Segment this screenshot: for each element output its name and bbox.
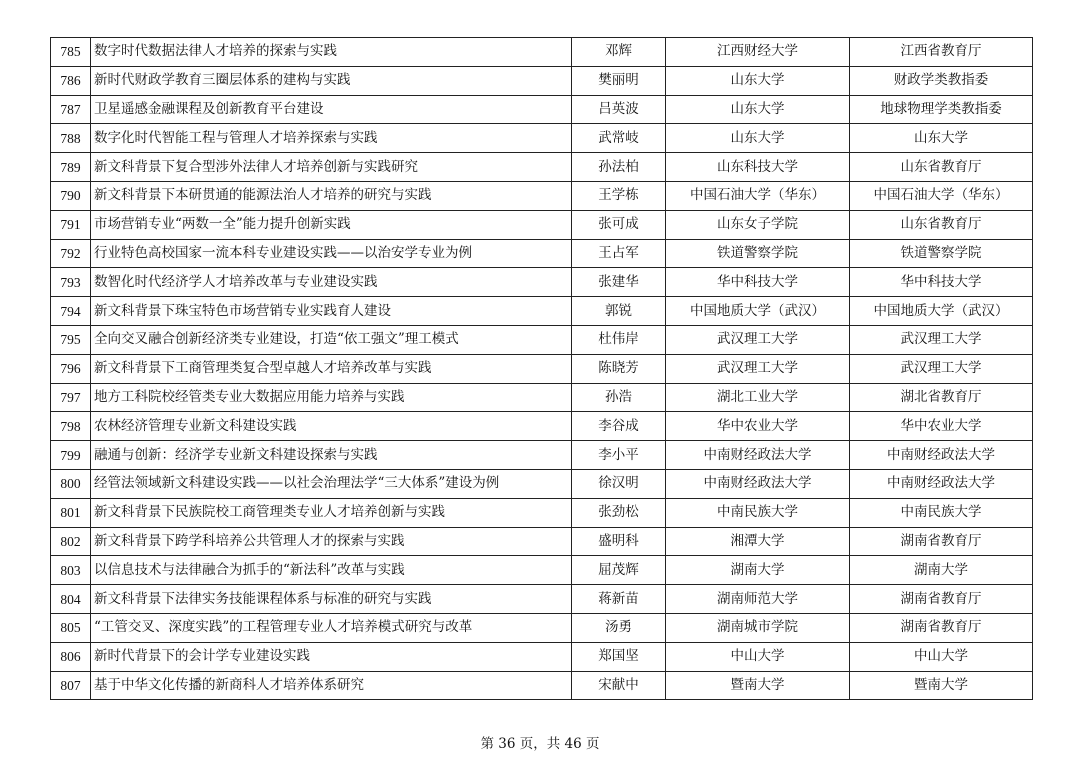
table-row (51, 153, 1033, 182)
table-row (51, 671, 1033, 700)
cell-project-leader: 张劲松 (572, 498, 666, 527)
cell-project-leader: 李小平 (572, 441, 666, 470)
cell-project-leader: 李谷成 (572, 412, 666, 441)
cell-recommending-unit: 湖南省教育厅 (850, 613, 1033, 642)
cell-project-title: 数字化时代智能工程与管理人才培养探索与实践 (91, 124, 572, 153)
cell-project-number: 789 (51, 153, 91, 182)
table-row (51, 325, 1033, 354)
cell-project-number: 795 (51, 325, 91, 354)
cell-project-title: 农林经济管理专业新文科建设实践 (91, 412, 572, 441)
cell-institution: 江西财经大学 (666, 38, 850, 67)
project-table-container (50, 37, 1032, 700)
cell-recommending-unit: 中国石油大学（华东） (850, 181, 1033, 210)
cell-project-number: 805 (51, 613, 91, 642)
cell-project-number: 797 (51, 383, 91, 412)
cell-project-number: 802 (51, 527, 91, 556)
cell-project-leader: 武常岐 (572, 124, 666, 153)
cell-project-title: 地方工科院校经管类专业大数据应用能力培养与实践 (91, 383, 572, 412)
cell-project-title: 基于中华文化传播的新商科人才培养体系研究 (91, 671, 572, 700)
cell-institution: 中南民族大学 (666, 498, 850, 527)
cell-project-leader: 张可成 (572, 210, 666, 239)
cell-recommending-unit: 中南民族大学 (850, 498, 1033, 527)
cell-institution: 暨南大学 (666, 671, 850, 700)
cell-institution: 中山大学 (666, 642, 850, 671)
cell-project-title: 以信息技术与法律融合为抓手的“新法科”改革与实践 (91, 556, 572, 585)
cell-project-leader: 徐汉明 (572, 469, 666, 498)
cell-project-leader: 王学栋 (572, 181, 666, 210)
cell-project-number: 801 (51, 498, 91, 527)
table-row (51, 181, 1033, 210)
cell-recommending-unit: 山东省教育厅 (850, 153, 1033, 182)
table-row (51, 585, 1033, 614)
cell-project-leader: 宋献中 (572, 671, 666, 700)
cell-project-leader: 樊丽明 (572, 66, 666, 95)
cell-project-number: 800 (51, 469, 91, 498)
cell-project-number: 806 (51, 642, 91, 671)
cell-project-number: 785 (51, 38, 91, 67)
table-row (51, 642, 1033, 671)
table-row (51, 613, 1033, 642)
cell-institution: 武汉理工大学 (666, 354, 850, 383)
cell-recommending-unit: 武汉理工大学 (850, 354, 1033, 383)
project-table (50, 37, 1033, 700)
cell-institution: 山东大学 (666, 66, 850, 95)
cell-institution: 中南财经政法大学 (666, 469, 850, 498)
cell-recommending-unit: 中国地质大学（武汉） (850, 297, 1033, 326)
table-row (51, 297, 1033, 326)
table-row (51, 527, 1033, 556)
cell-project-leader: 盛明科 (572, 527, 666, 556)
project-table-body (51, 38, 1033, 700)
table-row (51, 38, 1033, 67)
cell-project-number: 803 (51, 556, 91, 585)
table-row (51, 498, 1033, 527)
cell-project-title: 新文科背景下跨学科培养公共管理人才的探索与实践 (91, 527, 572, 556)
cell-institution: 山东大学 (666, 124, 850, 153)
cell-recommending-unit: 山东大学 (850, 124, 1033, 153)
cell-project-leader: 蒋新苗 (572, 585, 666, 614)
cell-project-title: 新时代背景下的会计学专业建设实践 (91, 642, 572, 671)
cell-recommending-unit: 暨南大学 (850, 671, 1033, 700)
cell-project-number: 807 (51, 671, 91, 700)
table-row (51, 268, 1033, 297)
table-row (51, 66, 1033, 95)
table-row (51, 441, 1033, 470)
cell-recommending-unit: 财政学类教指委 (850, 66, 1033, 95)
page-number: 第 36 页，共 46 页 (480, 736, 600, 752)
cell-project-number: 792 (51, 239, 91, 268)
cell-project-title: 全向交叉融合创新经济类专业建设，打造“依工强文”理工模式 (91, 325, 572, 354)
cell-project-title: 新文科背景下民族院校工商管理类专业人才培养创新与实践 (91, 498, 572, 527)
cell-project-leader: 张建华 (572, 268, 666, 297)
cell-recommending-unit: 山东省教育厅 (850, 210, 1033, 239)
table-row (51, 383, 1033, 412)
table-row (51, 239, 1033, 268)
cell-project-title: “工管交叉、深度实践”的工程管理专业人才培养模式研究与改革 (91, 613, 572, 642)
cell-project-leader: 郑国坚 (572, 642, 666, 671)
cell-recommending-unit: 湖南省教育厅 (850, 585, 1033, 614)
cell-project-number: 786 (51, 66, 91, 95)
table-row (51, 469, 1033, 498)
cell-institution: 湖南大学 (666, 556, 850, 585)
cell-project-number: 790 (51, 181, 91, 210)
cell-project-leader: 吕英波 (572, 95, 666, 124)
cell-project-leader: 陈晓芳 (572, 354, 666, 383)
cell-project-leader: 孙法柏 (572, 153, 666, 182)
cell-project-title: 融通与创新：经济学专业新文科建设探索与实践 (91, 441, 572, 470)
cell-recommending-unit: 湖南大学 (850, 556, 1033, 585)
cell-project-title: 新文科背景下法律实务技能课程体系与标准的研究与实践 (91, 585, 572, 614)
cell-project-number: 788 (51, 124, 91, 153)
cell-recommending-unit: 华中农业大学 (850, 412, 1033, 441)
cell-recommending-unit: 湖南省教育厅 (850, 527, 1033, 556)
cell-project-leader: 孙浩 (572, 383, 666, 412)
cell-project-number: 794 (51, 297, 91, 326)
cell-project-number: 796 (51, 354, 91, 383)
cell-recommending-unit: 中山大学 (850, 642, 1033, 671)
cell-recommending-unit: 武汉理工大学 (850, 325, 1033, 354)
cell-project-leader: 汤勇 (572, 613, 666, 642)
cell-institution: 华中科技大学 (666, 268, 850, 297)
table-row (51, 354, 1033, 383)
cell-project-leader: 王占军 (572, 239, 666, 268)
cell-recommending-unit: 江西省教育厅 (850, 38, 1033, 67)
cell-project-leader: 郭锐 (572, 297, 666, 326)
cell-institution: 华中农业大学 (666, 412, 850, 441)
cell-institution: 山东女子学院 (666, 210, 850, 239)
cell-project-leader: 邓辉 (572, 38, 666, 67)
cell-institution: 湘潭大学 (666, 527, 850, 556)
cell-institution: 中国地质大学（武汉） (666, 297, 850, 326)
cell-project-title: 新文科背景下珠宝特色市场营销专业实践育人建设 (91, 297, 572, 326)
cell-project-number: 799 (51, 441, 91, 470)
cell-project-number: 798 (51, 412, 91, 441)
cell-project-title: 行业特色高校国家一流本科专业建设实践——以治安学专业为例 (91, 239, 572, 268)
cell-project-number: 804 (51, 585, 91, 614)
cell-institution: 武汉理工大学 (666, 325, 850, 354)
cell-project-number: 787 (51, 95, 91, 124)
cell-institution: 铁道警察学院 (666, 239, 850, 268)
cell-institution: 湖南师范大学 (666, 585, 850, 614)
cell-institution: 山东大学 (666, 95, 850, 124)
cell-project-leader: 屈茂辉 (572, 556, 666, 585)
cell-project-title: 新时代财政学教育三圈层体系的建构与实践 (91, 66, 572, 95)
cell-recommending-unit: 中南财经政法大学 (850, 441, 1033, 470)
cell-institution: 中国石油大学（华东） (666, 181, 850, 210)
cell-project-title: 市场营销专业“两数一全”能力提升创新实践 (91, 210, 572, 239)
cell-project-number: 791 (51, 210, 91, 239)
cell-recommending-unit: 中南财经政法大学 (850, 469, 1033, 498)
cell-project-title: 卫星遥感金融课程及创新教育平台建设 (91, 95, 572, 124)
table-row (51, 412, 1033, 441)
cell-project-title: 新文科背景下复合型涉外法律人才培养创新与实践研究 (91, 153, 572, 182)
cell-project-leader: 杜伟岸 (572, 325, 666, 354)
cell-recommending-unit: 铁道警察学院 (850, 239, 1033, 268)
table-row (51, 124, 1033, 153)
cell-project-number: 793 (51, 268, 91, 297)
table-row (51, 556, 1033, 585)
cell-project-title: 数智化时代经济学人才培养改革与专业建设实践 (91, 268, 572, 297)
cell-institution: 山东科技大学 (666, 153, 850, 182)
cell-recommending-unit: 华中科技大学 (850, 268, 1033, 297)
cell-institution: 中南财经政法大学 (666, 441, 850, 470)
cell-project-title: 数字时代数据法律人才培养的探索与实践 (91, 38, 572, 67)
cell-institution: 湖南城市学院 (666, 613, 850, 642)
table-row (51, 210, 1033, 239)
cell-project-title: 新文科背景下本研贯通的能源法治人才培养的研究与实践 (91, 181, 572, 210)
cell-project-title: 经管法领域新文科建设实践——以社会治理法学“三大体系”建设为例 (91, 469, 572, 498)
cell-recommending-unit: 湖北省教育厅 (850, 383, 1033, 412)
cell-project-title: 新文科背景下工商管理类复合型卓越人才培养改革与实践 (91, 354, 572, 383)
cell-institution: 湖北工业大学 (666, 383, 850, 412)
table-row (51, 95, 1033, 124)
cell-recommending-unit: 地球物理学类教指委 (850, 95, 1033, 124)
